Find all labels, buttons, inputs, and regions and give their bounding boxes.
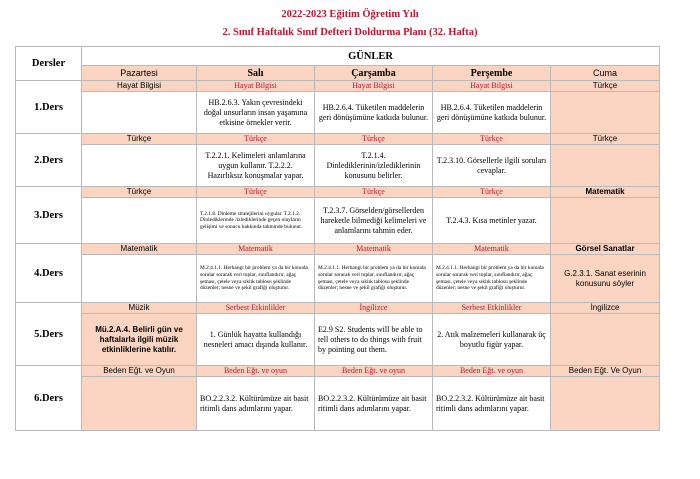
content-cell: BO.2.2.3.2. Kültürümüze ait basit ritimli dans adımlarını yapar. [315,377,433,431]
subject-cell: Türkçe [433,187,551,198]
content-cell: T.2.4.3. Kısa metinler yazar. [433,198,551,244]
subject-cell: Beden Eğt. ve oyun [433,366,551,377]
subject-cell: Matematik [197,244,315,255]
subject-row-2 [16,134,660,145]
dersler-header: Dersler [16,47,82,81]
content-cell [82,377,197,431]
day-header-persembe: Perşembe [433,66,551,81]
subject-cell: Hayat Bilgisi [197,81,315,92]
subject-cell: Türkçe [82,134,197,145]
subject-cell: Matematik [315,244,433,255]
content-cell: T.2.3.10. Görsellerle ilgili soruları cevaplar. [433,145,551,187]
subject-row-6 [16,366,660,377]
subject-cell: Müzik [82,303,197,314]
content-cell [551,377,660,431]
content-cell: HB.2.6.3. Yakın çevresindeki doğal unsurların insan yaşamına etkisine örnekler verir. [197,92,315,134]
lesson-label: 6.Ders [16,366,82,431]
subject-row-4 [16,244,660,255]
weekly-plan-table [15,46,660,431]
content-cell: HB.2.6.4. Tüketilen maddelerin geri dönüşümüne katkıda bulunur. [315,92,433,134]
lesson-label: 1.Ders [16,81,82,134]
day-header-pazartesi: Pazartesi [82,66,197,81]
subject-cell: Türkçe [82,187,197,198]
subject-cell: İngilizce [315,303,433,314]
content-cell: 1. Günlük hayatta kullandığı nesneleri amacı dışında kullanır. [197,314,315,366]
subject-cell: Türkçe [551,81,660,92]
subject-cell: Türkçe [315,187,433,198]
subject-cell: Beden Eğt. Ve Oyun [551,366,660,377]
subject-cell: Türkçe [433,134,551,145]
subject-cell: Türkçe [551,134,660,145]
subject-cell: Matematik [551,187,660,198]
content-cell: M.2.4.1.1. Herhangi bir problem ya da bir konuda sorular sorarak veri toplar, sınıflandırır, ağaç şeması, çetele veya sıklık tablosu şeklinde düzenler; nesne ve şekil grafiği oluşturur. [433,255,551,303]
content-cell: G.2.3.1. Sanat eserinin konusunu söyler [551,255,660,303]
content-cell [82,198,197,244]
subject-cell: Beden Eğt. ve oyun [315,366,433,377]
content-cell: T.2.3.7. Görselden/görsellerden hareketle bilmediği kelimeleri ve anlamlarını tahmin eder. [315,198,433,244]
content-row-4 [16,255,660,303]
content-cell [551,92,660,134]
subject-cell: Serbest Etkinlikler [197,303,315,314]
subject-cell: Türkçe [197,134,315,145]
subject-cell: Beden Eğt. ve oyun [197,366,315,377]
day-header-carsamba: Çarşamba [315,66,433,81]
subject-row-3 [16,187,660,198]
content-cell: T.2.2.1. Kelimeleri anlamlarına uygun kullanır. T.2.2.2. Hazırlıksız konuşmalar yapar. [197,145,315,187]
document-title: 2022-2023 Eğitim Öğretim Yılı [281,9,419,20]
subject-cell: Matematik [82,244,197,255]
subject-cell: Beden Eğt. ve Oyun [82,366,197,377]
subject-cell: Hayat Bilgisi [82,81,197,92]
day-header-row [16,66,660,81]
content-row-6 [16,377,660,431]
content-row-1 [16,92,660,134]
subject-cell: Türkçe [315,134,433,145]
lesson-label: 3.Ders [16,187,82,244]
gunler-header: GÜNLER [82,47,660,66]
content-cell: T.2.1.8. Dinleme stratejilerini uygular. T.2.1.2. Dinlediklerinde /izlediklerinde geçen olayların gelişimi ve sonucu hakkında tahminde bulunur. [197,198,315,244]
subject-row-1 [16,81,660,92]
table-header-row [16,47,660,66]
subject-cell: Matematik [433,244,551,255]
content-cell [551,314,660,366]
content-cell [82,255,197,303]
content-row-5 [16,314,660,366]
day-header-sali: Salı [197,66,315,81]
content-row-3 [16,198,660,244]
content-cell: BO.2.2.3.2. Kültürümüze ait basit ritimli dans adımlarını yapar. [197,377,315,431]
content-cell [551,145,660,187]
content-cell: M.2.4.1.1. Herhangi bir problem ya da bir konuda sorular sorarak veri toplar, sınıflandırır, ağaç şeması, çetele veya sıklık tablosu şeklinde düzenler; nesne ve şekil grafiği oluşturur. [197,255,315,303]
subject-cell: Görsel Sanatlar [551,244,660,255]
content-cell: E2.9 S2. Students will be able to tell others to do things with fruit by pointing out them. [315,314,433,366]
content-cell: T.2.1.4. Dinlediklerinin/izlediklerinin konusunu belirler. [315,145,433,187]
content-cell [551,198,660,244]
content-cell: M.2.4.1.1. Herhangi bir problem ya da bir konuda sorular sorarak veri toplar, sınıflandırır, ağaç şeması, çetele veya sıklık tablosu şeklinde düzenler; nesne ve şekil grafiği oluşturur. [315,255,433,303]
content-cell [82,145,197,187]
day-header-cuma: Cuma [551,66,660,81]
document-subtitle: 2. Sınıf Haftalık Sınıf Defteri Doldurma Planı (32. Hafta) [222,27,478,38]
content-cell [82,92,197,134]
subject-cell: İngilizce [551,303,660,314]
content-cell: HB.2.6.4. Tüketilen maddelerin geri dönüşümüne katkıda bulunur. [433,92,551,134]
content-cell: Mü.2.A.4. Belirli gün ve haftalarla ilgili müzik etkinliklerine katılır. [82,314,197,366]
lesson-label: 4.Ders [16,244,82,303]
subject-cell: Serbest Etkinlikler [433,303,551,314]
subject-cell: Hayat Bilgisi [433,81,551,92]
lesson-label: 5.Ders [16,303,82,366]
content-row-2 [16,145,660,187]
subject-cell: Türkçe [197,187,315,198]
content-cell: BO.2.2.3.2. Kültürümüze ait basit ritimli dans adımlarını yapar. [433,377,551,431]
content-cell: 2. Atık malzemeleri kullanarak üç boyutlu figür yapar. [433,314,551,366]
subject-row-5 [16,303,660,314]
subject-cell: Hayat Bilgisi [315,81,433,92]
lesson-label: 2.Ders [16,134,82,187]
